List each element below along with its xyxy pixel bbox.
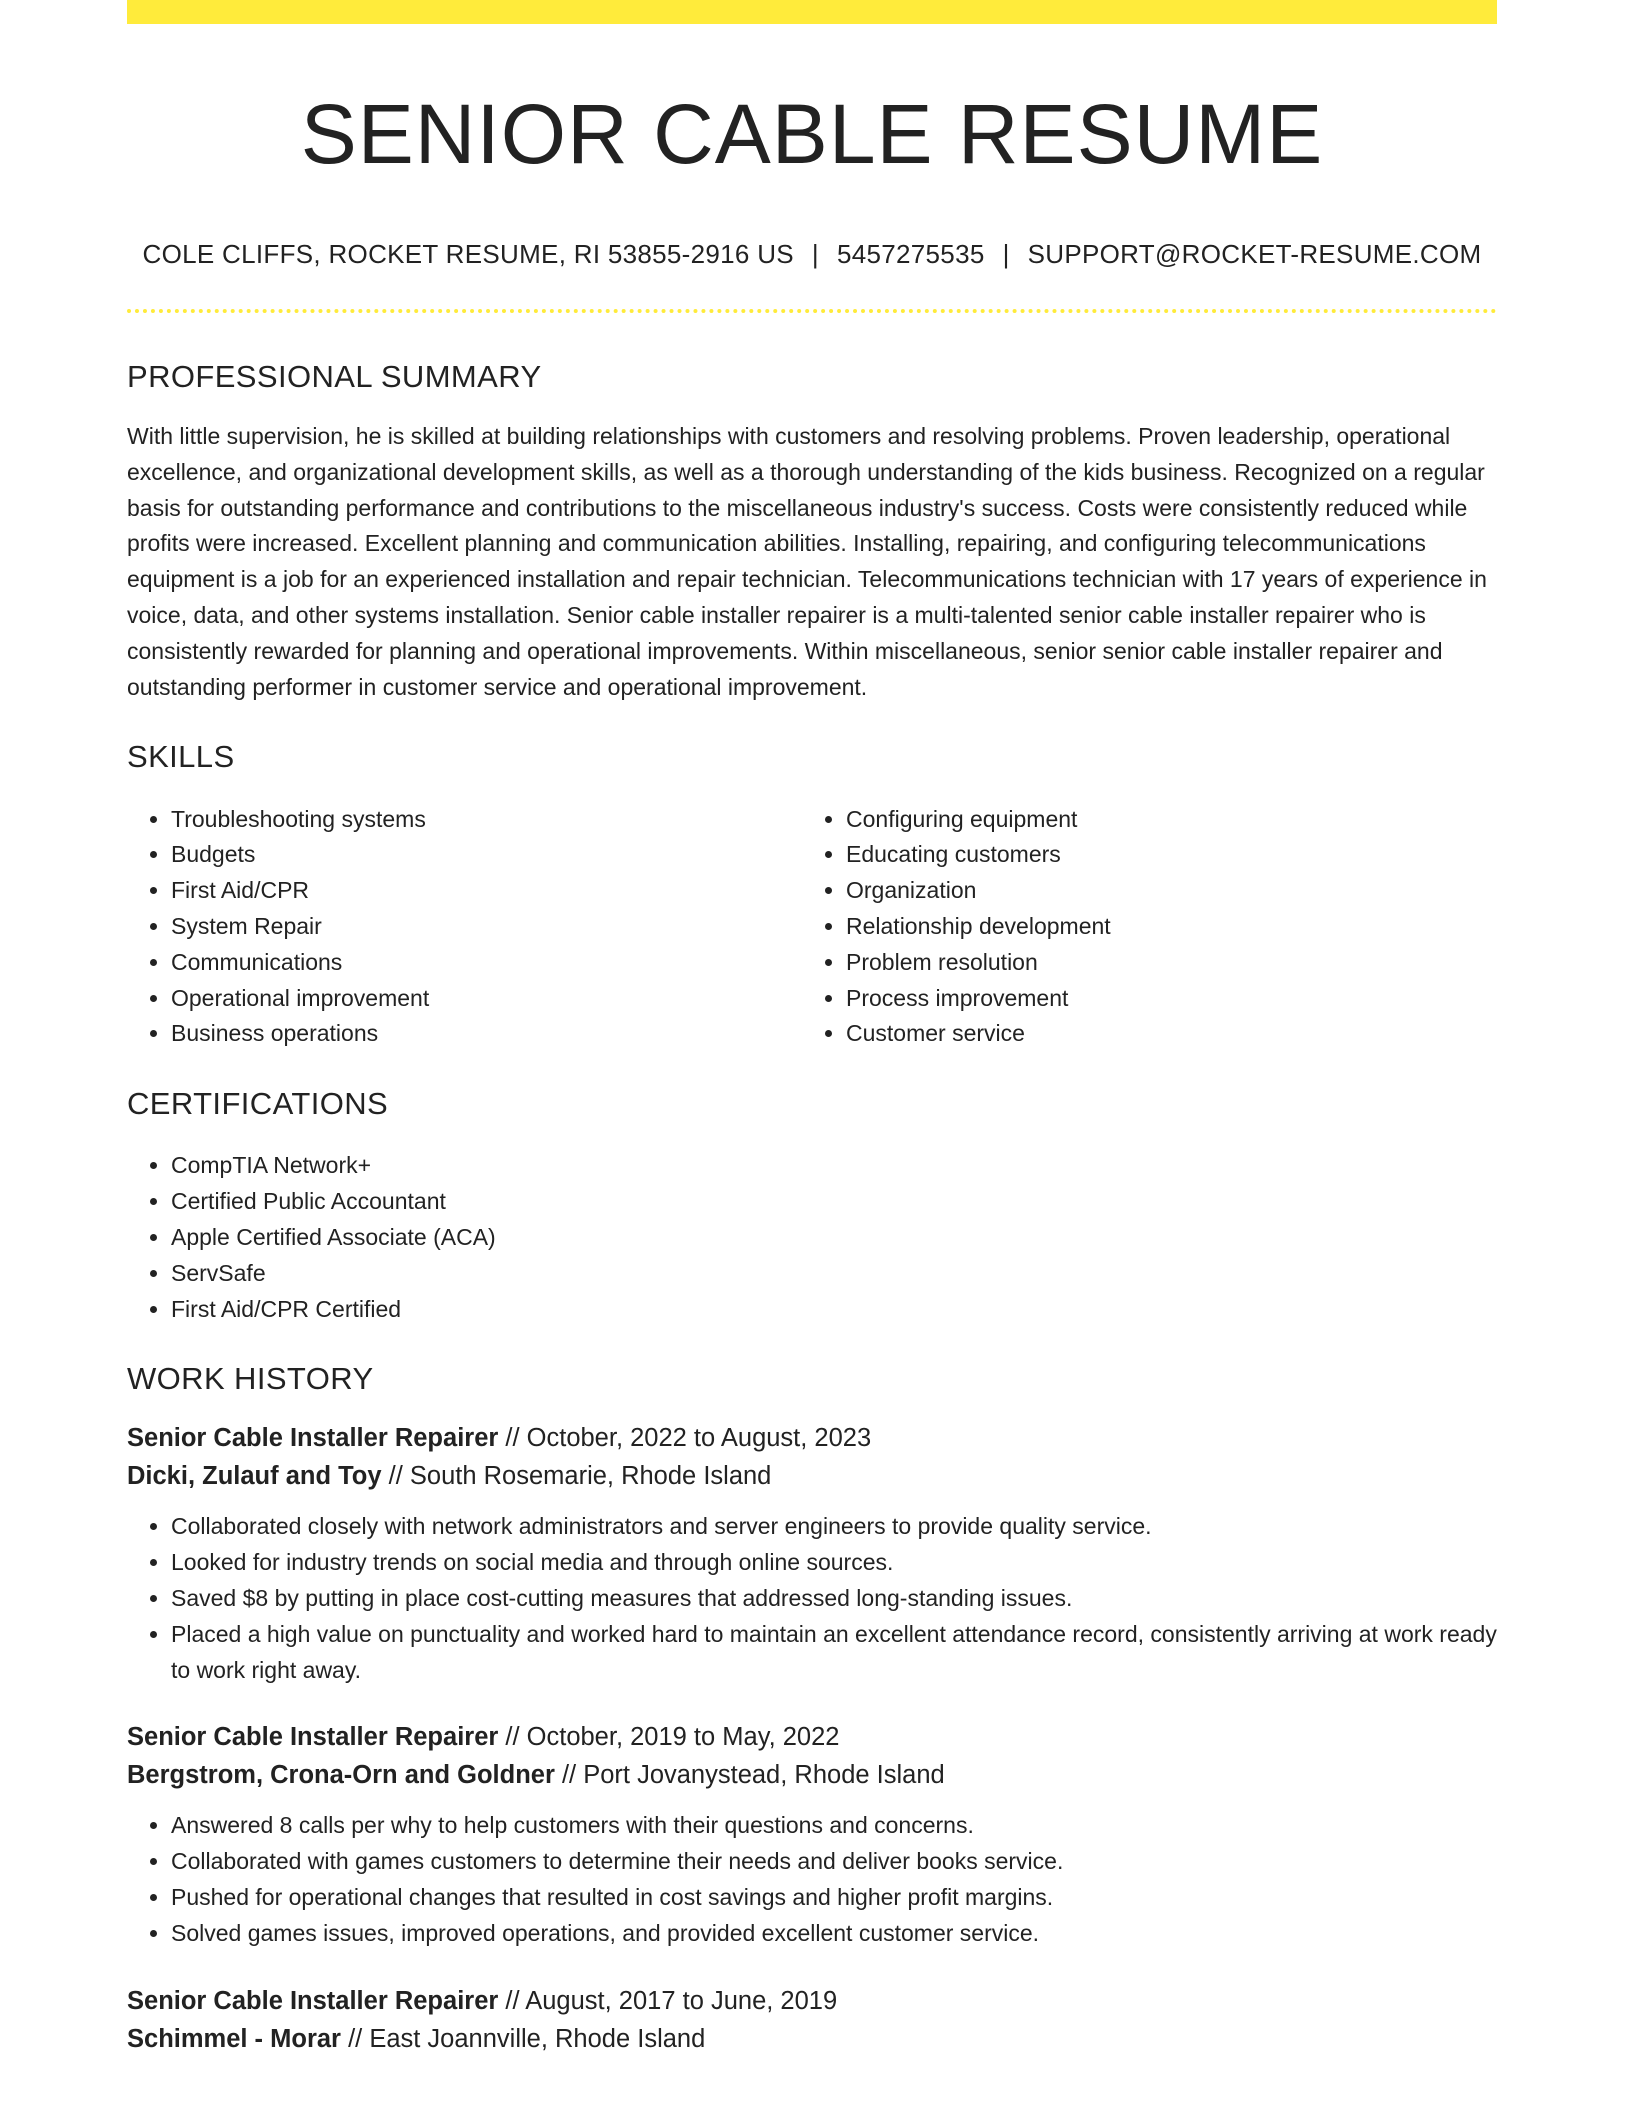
job-bullet-list <box>127 1808 1497 1951</box>
work-history-heading: WORK HISTORY <box>127 1361 374 1397</box>
job-company: Bergstrom, Crona-Orn and Goldner <box>127 1761 555 1790</box>
skills-list <box>127 802 1497 1053</box>
skill-item: • Budgets <box>171 837 802 873</box>
job-entry <box>127 1982 1497 2058</box>
skills-column-left <box>127 802 802 1053</box>
certification-item: • ServSafe <box>171 1256 1497 1292</box>
job-role: Senior Cable Installer Repairer <box>127 1723 499 1752</box>
contact-line <box>127 239 1497 270</box>
job-bullet: • Saved $8 by putting in place cost-cutting measures that addressed long-standing issues. <box>171 1581 1497 1617</box>
job-bullet: • Pushed for operational changes that resulted in cost savings and higher profit margins. <box>171 1880 1497 1916</box>
job-role: Senior Cable Installer Repairer <box>127 1986 499 2015</box>
contact-address: COLE CLIFFS, ROCKET RESUME, RI 53855-2916 US <box>142 238 794 269</box>
job-dates: // October, 2019 to May, 2022 <box>498 1723 840 1752</box>
skill-item: • First Aid/CPR <box>171 873 802 909</box>
certification-item: • Certified Public Accountant <box>171 1184 1497 1220</box>
job-role-line <box>127 1982 1497 2020</box>
skill-item: • Organization <box>846 873 1477 909</box>
certifications-list <box>127 1148 1497 1327</box>
job-company-line <box>127 2020 1497 2058</box>
job-role: Senior Cable Installer Repairer <box>127 1424 499 1453</box>
certification-item: • First Aid/CPR Certified <box>171 1292 1497 1328</box>
skill-item: • Process improvement <box>846 981 1477 1017</box>
skill-item: • Educating customers <box>846 837 1477 873</box>
dotted-divider <box>127 309 1497 313</box>
skill-item: • Communications <box>171 945 802 981</box>
skill-item: • Customer service <box>846 1016 1477 1052</box>
job-location: // South Rosemarie, Rhode Island <box>381 1462 772 1491</box>
job-role-line <box>127 1718 1497 1756</box>
job-bullet: • Collaborated closely with network administrators and server engineers to provide quality service. <box>171 1509 1497 1545</box>
resume-page <box>127 0 1497 2058</box>
job-bullet: • Collaborated with games customers to determine their needs and deliver books service. <box>171 1844 1497 1880</box>
job-company-line <box>127 1457 1497 1495</box>
skills-column-right <box>802 802 1477 1053</box>
skill-item: • Configuring equipment <box>846 802 1477 838</box>
contact-separator: | <box>1002 238 1010 269</box>
job-location: // East Joannville, Rhode Island <box>340 2024 706 2053</box>
accent-top-bar <box>127 0 1497 24</box>
job-entry <box>127 1718 1497 1794</box>
job-bullet-list <box>127 1509 1497 1688</box>
job-dates: // October, 2022 to August, 2023 <box>498 1424 872 1453</box>
job-location: // Port Jovanystead, Rhode Island <box>554 1761 945 1790</box>
certifications-heading: CERTIFICATIONS <box>127 1086 389 1122</box>
skills-heading: SKILLS <box>127 739 235 775</box>
job-bullet: • Solved games issues, improved operations, and provided excellent customer service. <box>171 1916 1497 1952</box>
skill-item: • Relationship development <box>846 909 1477 945</box>
certification-item: • CompTIA Network+ <box>171 1148 1497 1184</box>
job-company-line <box>127 1756 1497 1794</box>
skill-item: • Troubleshooting systems <box>171 802 802 838</box>
skill-item: • Business operations <box>171 1016 802 1052</box>
job-entry <box>127 1419 1497 1495</box>
summary-text: With little supervision, he is skilled at building relationships with customers and resolving problems. Proven leadership, operational excellence, and organizational development skills, as well as a thorough understanding of the kids business. Recognized on a regular basis for outstanding performance and contributions to the miscellaneous industry's success. Costs were consistently reduced while profits were increased. Excellent planning and communication abilities. Installing, repairing, and configuring telecommunications equipment is a job for an experienced installation and repair technician. Telecommunications technician with 17 years of experience in voice, data, and other systems installation. Senior cable installer repairer is a multi-talented senior cable installer repairer who is consistently rewarded for planning and operational improvements. Within miscellaneous, senior senior cable installer repairer and outstanding performer in customer service and operational improvement. <box>127 422 1487 700</box>
job-role-line <box>127 1419 1497 1457</box>
job-bullet: • Looked for industry trends on social media and through online sources. <box>171 1545 1497 1581</box>
skill-item: • Operational improvement <box>171 981 802 1017</box>
skill-item: • System Repair <box>171 909 802 945</box>
job-bullet: • Placed a high value on punctuality and worked hard to maintain an excellent attendance record, consistently arriving at work ready to work right away. <box>171 1617 1497 1689</box>
job-bullet: • Answered 8 calls per why to help customers with their questions and concerns. <box>171 1808 1497 1844</box>
contact-phone: 5457275535 <box>836 238 985 269</box>
contact-email: SUPPORT@ROCKET-RESUME.COM <box>1027 238 1482 269</box>
summary-heading: PROFESSIONAL SUMMARY <box>127 358 542 394</box>
skill-item: • Problem resolution <box>846 945 1477 981</box>
job-company: Schimmel - Morar <box>127 2024 341 2053</box>
certification-item: • Apple Certified Associate (ACA) <box>171 1220 1497 1256</box>
job-company: Dicki, Zulauf and Toy <box>127 1462 382 1491</box>
job-dates: // August, 2017 to June, 2019 <box>498 1986 838 2015</box>
resume-title: SENIOR CABLE RESUME <box>300 87 1324 181</box>
contact-separator: | <box>811 238 819 269</box>
